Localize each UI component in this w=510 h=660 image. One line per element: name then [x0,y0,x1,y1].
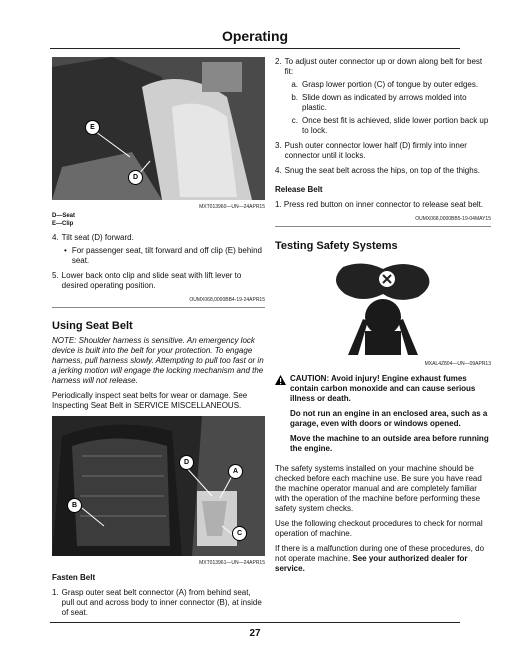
section-heading: Using Seat Belt [52,320,133,332]
fasten-step-1 [52,588,265,618]
paragraph-2: Use the following checkout procedures to check for normal operation of machine. [275,519,483,538]
step-2 [275,57,491,77]
step-4-right [275,166,491,176]
seat-belt-photo [52,416,265,556]
bullet-item [64,246,265,266]
step-text: Grasp outer seat belt connector (A) from behind seat, pull out and across body to inner connector (B), at inside of seat. [61,588,262,617]
sub-step-b [289,93,491,113]
header-rule [50,48,460,49]
inspect-text: Periodically inspect seat belts for wear or damage. See Inspecting Seat Belt in SERVICE MISCELLANEOUS. [52,391,248,410]
callout-d: D [179,455,194,470]
sub-step-a [289,80,491,90]
sub-step-c [289,116,491,136]
release-text: 1. Press red button on inner connector to release seat belt. [275,200,484,209]
callout-b: B [67,498,82,513]
caution-line-1: CAUTION: Avoid injury! Engine exhaust fumes contain carbon monoxide and can cause serious illness or death. [290,374,476,403]
page-number: 27 [249,628,261,639]
sub-letter: a. [291,80,298,89]
doc-id: OUMX068,0000BB4-19-24APR15 [189,297,265,303]
callout-e: E [85,120,100,135]
figure-legend [52,212,265,228]
callout-c: C [232,526,247,541]
step-4 [52,233,265,243]
step-number: 4. [52,233,59,242]
exhaust-warning-symbol-wrap [275,259,491,357]
legend-seat: D—Seat [52,213,76,219]
figure-id: MXAL4Z804—UN—09APR13 [424,361,491,367]
step-3 [275,141,491,161]
step-text: Push outer connector lower half (D) firmly into inner connector until it locks. [284,141,467,160]
doc-id: OUMX068,0000BB5-19-04MAY15 [415,216,491,222]
sub-text: Once best fit is achieved, slide lower portion back up to lock. [302,116,489,135]
legend-clip: E—Clip [52,221,74,227]
seat-tilt-illustration [52,57,265,200]
exhaust-warning-icon [323,259,443,357]
step-text: To adjust outer connector up or down along belt for best fit: [284,57,483,76]
bullet-text: For passenger seat, tilt forward and off clip (E) behind seat. [71,246,262,265]
sub-letter: c. [291,116,298,125]
step-text: Snug the seat belt across the hips, on top of the thighs. [284,166,480,175]
right-column [275,57,491,574]
dealer-service-text: See your authorized dealer for service. [275,554,468,573]
sub-text: Grasp lower portion (C) of tongue by outer edges. [302,80,479,89]
sub-letter: b. [291,93,298,102]
figure-id: MXT013960—UN—24APR15 [199,204,265,210]
caution-line-2: Do not run an engine in an enclosed area, such as a garage, even with doors or windows opened. [290,409,488,428]
page-title: Operating [221,28,289,44]
step-text: Tilt seat (D) forward. [61,233,134,242]
caution-block [275,374,491,454]
fasten-heading: Fasten Belt [52,573,96,582]
release-heading: Release Belt [275,185,323,194]
step-number: 2. [275,57,282,66]
section-divider [52,307,265,308]
figure-id: MXT013961—UN—24APR15 [199,560,265,566]
left-column [52,57,265,618]
section-divider [275,226,491,227]
step-text: Lower back onto clip and slide seat with lift lever to desired operating position. [61,271,242,290]
paragraph-3 [275,544,491,574]
step-5 [52,271,265,291]
sub-text: Slide down as indicated by arrows molded into plastic. [302,93,467,112]
bullet-symbol: • [64,246,67,255]
step-number: 5. [52,271,59,280]
section-heading: Testing Safety Systems [275,240,398,252]
seat-tilt-photo [52,57,265,200]
warning-triangle-icon [275,375,286,385]
paragraph-1: The safety systems installed on your machine should be checked before each machine use. Be sure you have read the machine operator manual and are completely familiar with the operation of the machine before performing these safety system checks. [275,464,482,513]
callout-a: A [228,464,243,479]
footer-rule [50,622,460,623]
step-number: 4. [275,166,282,175]
step-number: 1. [52,588,59,597]
caution-line-3: Move the machine to an outside area before running the engine. [290,434,489,453]
callout-d: D [128,170,143,185]
paragraph-3-text: If there is a malfunction during one of these procedures, do not operate machine. [275,544,485,563]
step-number: 3. [275,141,282,150]
caution-text [290,374,491,454]
note-text: NOTE: Shoulder harness is sensitive. An emergency lock device is built into the belt for your protection. To engage harness, pull harness slowly. Attempting to pull too fast or in a jerking motion will engage the locking mechanism and the harness will not release. [52,336,264,385]
